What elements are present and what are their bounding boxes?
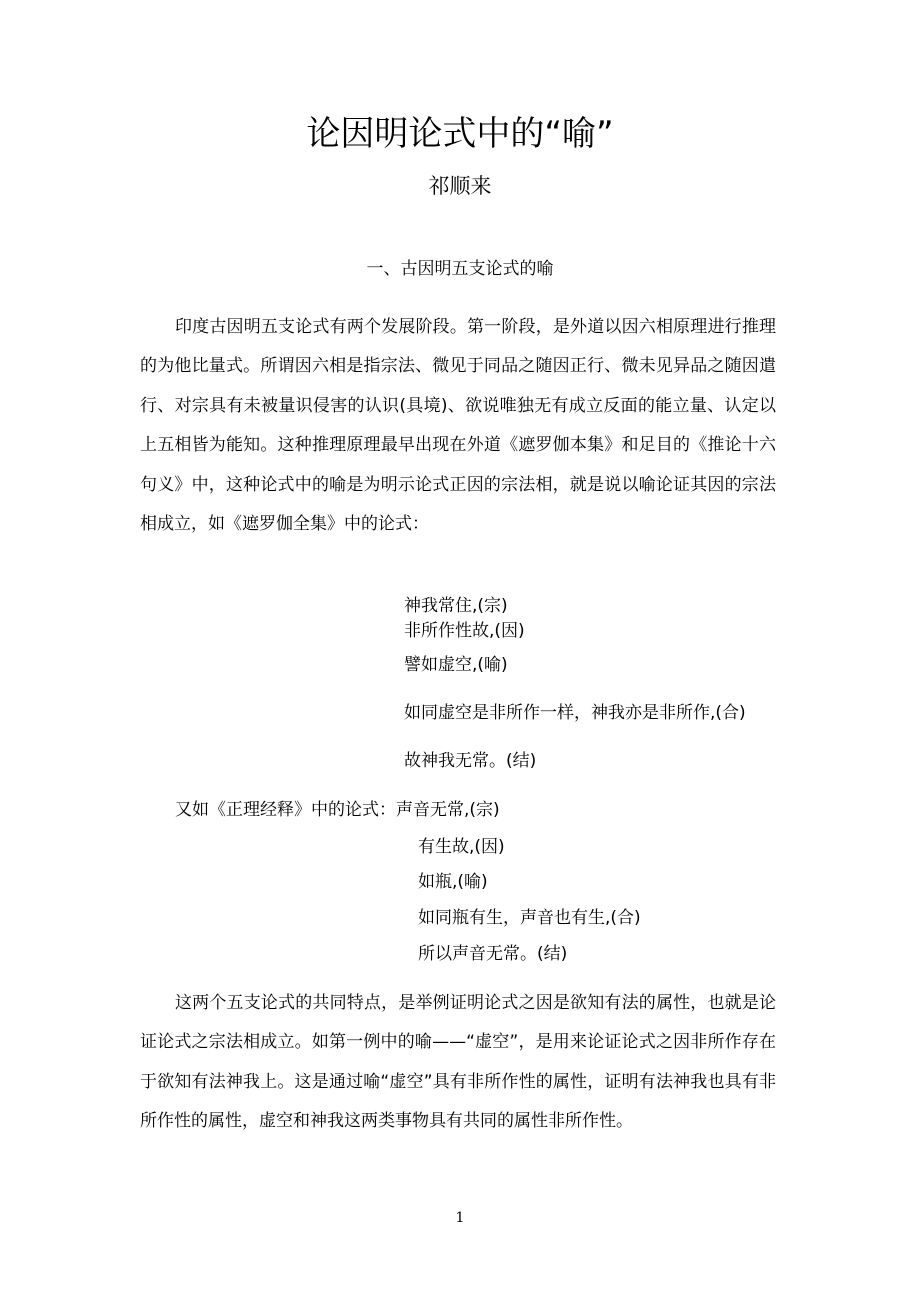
page-number: 1 xyxy=(455,1210,465,1226)
document-title: 论因明论式中的“喻” xyxy=(306,114,614,154)
example-line: 非所作性故,(因) xyxy=(404,621,525,641)
example-line: 如瓶,(喻) xyxy=(418,872,488,892)
example-line: 譬如虚空,(喻) xyxy=(404,655,508,675)
body-paragraph: 这两个五支论式的共同特点，是举例证明论式之因是欲知有法的属性，也就是论证论式之宗法相成立。如第一例中的喻——“虚空”，是用来论证论式之因非所作存在于欲知有法神我上。这是通过喻“虚空”具有非所作性的属性，证明有法神我也具有非所作性的属性，虚空和神我这两类事物具有共同的属性非所作性。 xyxy=(140,993,776,1132)
example-line: 故神我无常。(结) xyxy=(404,751,537,771)
body-paragraph: 印度古因明五支论式有两个发展阶段。第一阶段，是外道以因六相原理进行推理的为他比量式。所谓因六相是指宗法、微见于同品之随因正行、微未见异品之随因遣行、对宗具有未被量识侵害的认识(具境)、欲说唯独无有成立反面的能立量、认定以上五相皆为能知。这种推理原理最早出现在外道《遮罗伽本集》和足目的《推论十六句义》中，这种论式中的喻是为明示论式正因的宗法相，就是说以喻论证其因的宗法相成立，如《遮罗伽全集》中的论式： xyxy=(140,317,776,535)
example-line: 如同瓶有生，声音也有生,(合) xyxy=(418,908,641,928)
example-line: 神我常住,(宗) xyxy=(404,596,508,616)
example-line: 如同虚空是非所作一样，神我亦是非所作,(合) xyxy=(404,703,746,723)
section-heading: 一、古因明五支论式的喻 xyxy=(366,259,554,279)
example-line: 所以声音无常。(结) xyxy=(418,944,568,964)
author-name: 祁顺来 xyxy=(428,174,492,198)
example-line: 有生故,(因) xyxy=(418,837,505,857)
example-intro: 又如《正理经释》中的论式：声音无常,(宗) xyxy=(175,800,500,820)
